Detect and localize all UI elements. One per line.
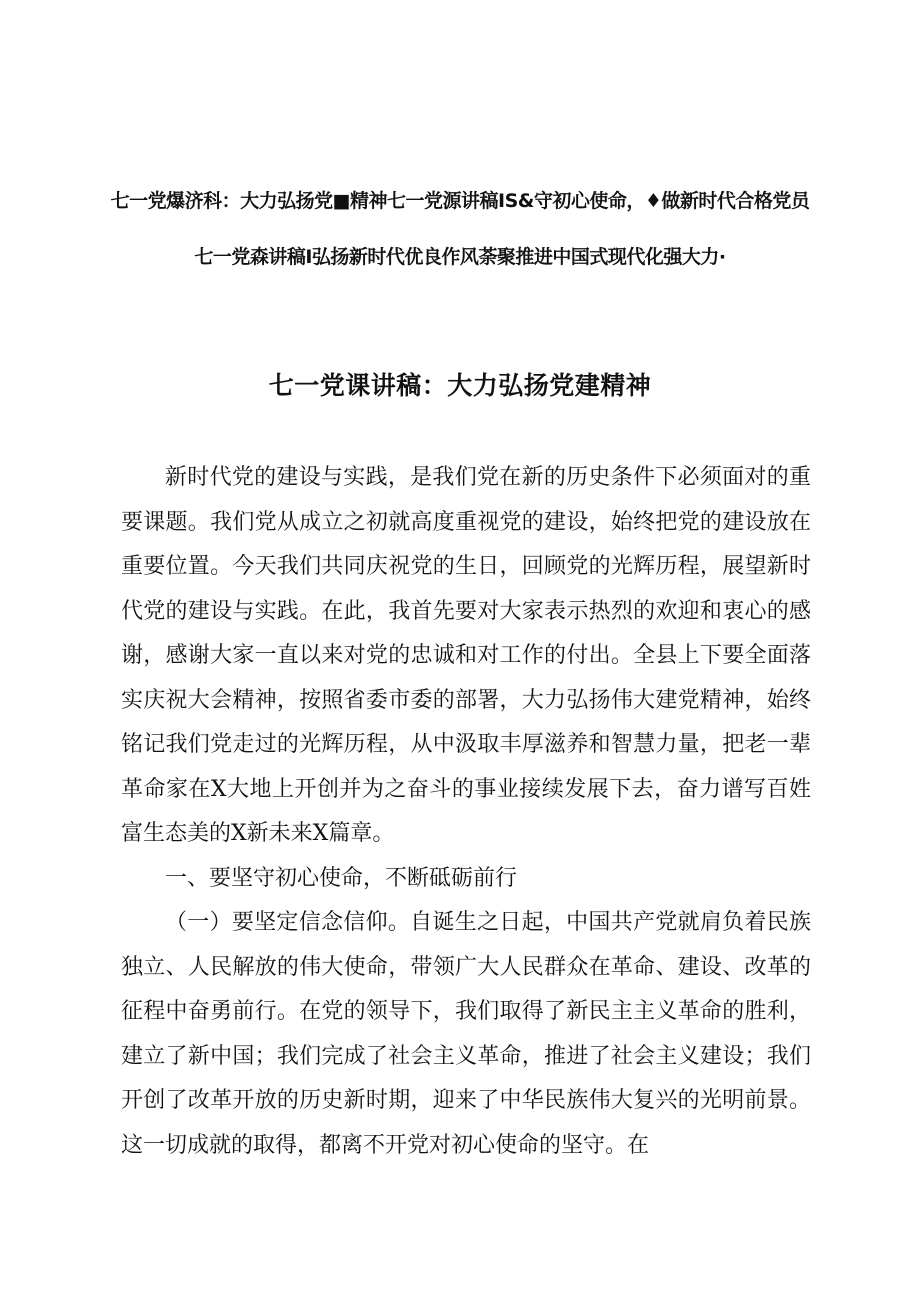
section-heading-1: 一、要坚守初心使命，不断砥砺前行: [165, 865, 518, 891]
toc-line-2: 七一党森讲稿I弘扬新时代优良作风荼聚推进中国式现代化强大力·: [194, 246, 726, 268]
intro-paragraph: 新时代党的建设与实践，是我们党在新的历史条件下必须面对的重要课题。我们党从成立之初就高度重视党的建设，始终把党的建设放在重要位置。今天我们共同庆祝党的生日，回顾党的光辉历程，展望新时代党的建设与实践。在此，我首先要对大家表示热烈的欢迎和衷心的感谢，感谢大家一直以来对党的忠诚和对工作的付出。全县上下要全面落实庆祝大会精神，按照省委市委的部署，大力弘扬伟大建党精神，始终铭记我们党走过的光辉历程，从中汲取丰厚滋养和智慧力量，把老一辈革命家在X大地上开创并为之奋斗的事业接续发展下去，奋力谱写百姓富生态美的X新未来X篇章。: [121, 465, 811, 846]
document-body: [121, 456, 811, 1168]
document-title: 七一党课讲稿：大力弘扬党建精神: [268, 371, 652, 400]
subsection-paragraph-1: （一）要坚定信念信仰。自诞生之日起，中国共产党就肩负着民族独立、人民解放的伟大使命，带领广大人民群众在革命、建设、改革的征程中奋勇前行。在党的领导下，我们取得了新民主主义革命的胜利，建立了新中国；我们完成了社会主义革命，推进了社会主义建设；我们开创了改革开放的历史新时期，迎来了中华民族伟大复兴的光明前景。这一切成就的取得，都离不开党对初心使命的坚守。在: [121, 910, 811, 1158]
toc-line-1: 七一党爆济科：大力弘扬党■精神七一党源讲稿IS&守初心使命，♦做新时代合格党员: [110, 190, 810, 212]
